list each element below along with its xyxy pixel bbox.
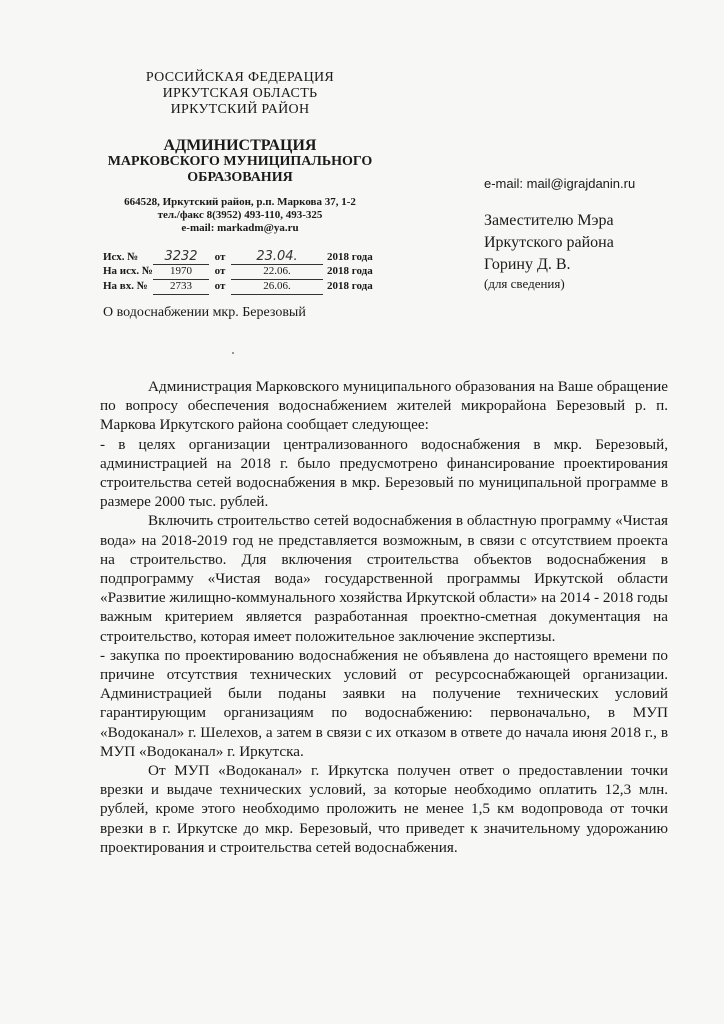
reply-year: 2018 года: [327, 265, 373, 277]
org-email: e-mail: markadm@ya.ru: [181, 222, 299, 234]
addressee-line-3: Горину Д. В.: [484, 256, 571, 273]
recipient-email: e-mail: mail@igrajdanin.ru: [484, 176, 636, 191]
reply-ref-label: На исх. №: [103, 265, 153, 277]
org-address: 664528, Иркутский район, р.п. Маркова 37, 1-2: [124, 196, 356, 208]
paragraph-5: От МУП «Водоканал» г. Иркутска получен ответ о предоставлении точки врезки и выдаче технических условий, за которые необходимо оплатить 12,3 млн. рублей, кроме этого необходимо проложить не менее 1,5 км водопровода от точки врезки в г. Иркутске до мкр. Березовый, что приведет к значительному удорожанию проектирования и строительства сетей водоснабжения.: [100, 762, 668, 856]
scan-speck: [232, 352, 234, 354]
incoming-ref-number: 2733: [153, 279, 209, 295]
incoming-from-word: от: [214, 280, 226, 292]
outgoing-ref-date: 23.04.: [231, 249, 323, 265]
addressee-line-1: Заместителю Мэра: [484, 212, 614, 229]
incoming-ref-row: [103, 279, 373, 294]
country-name: РОССИЙСКАЯ ФЕДЕРАЦИЯ: [145, 70, 335, 85]
outgoing-year: 2018 года: [327, 251, 373, 263]
org-line-2: МАРКОВСКОГО МУНИЦИПАЛЬНОГО: [107, 154, 373, 169]
paragraph-4: - закупка по проектированию водоснабжения не объявлена до настоящего времени по причине отсутствия технических условий от ресурсоснабжающей организации. Администрацией были поданы заявки на получение технических условий гарантирующим организациям по водоснабжению: первоначально, в МУП «Водоканал» г. Шелехов, а затем в связи с их отказом в ответе до начала июня 2018 г., в МУП «Водоканал» г. Иркутска.: [100, 646, 668, 760]
incoming-ref-label: На вх. №: [103, 280, 148, 292]
org-phone: тел./факс 8(3952) 493-110, 493-325: [157, 209, 323, 221]
paragraph-2: - в целях организации централизованного водоснабжения в мкр. Березовый, администрацией на 2018 г. было предусмотрено финансирование проектирования строительства сетей водоснабжения в мкр. Березовый по муниципальной программе в размере 2000 тыс. рублей.: [100, 435, 668, 511]
district-name: ИРКУТСКИЙ РАЙОН: [170, 102, 310, 117]
paragraph-3: Включить строительство сетей водоснабжения в областную программу «Чистая вода» на 2018-2019 год не представляется возможным, в связи с отсутствием проекта на строительство. Для включения строительства объектов водоснабжения в подпрограмму «Чистая вода» государственной программы Иркутской области «Развитие жилищно-коммунального хозяйства Иркутской области» на 2014 - 2018 годы важным критерием является разработанная проектно-сметная документация на строительство, которая имеет положительное заключение экспертизы.: [100, 512, 668, 645]
letterhead-country-block: [100, 70, 380, 118]
paragraph-1: Администрация Марковского муниципального образования на Ваше обращение по вопросу обеспечения водоснабжением жителей микрорайона Березовый р. п. Маркова Иркутского района сообщает следующее:: [100, 378, 668, 434]
reply-ref-row: [103, 264, 373, 279]
reply-from-word: от: [214, 265, 226, 277]
outgoing-ref-label: Исх. №: [103, 251, 139, 263]
letter-body: [100, 377, 668, 857]
outgoing-from-word: от: [214, 251, 226, 263]
reply-ref-number: 1970: [153, 264, 209, 280]
addressee-note: (для сведения): [484, 276, 565, 291]
addressee-line-2: Иркутского района: [484, 234, 614, 251]
reference-numbers: [103, 249, 373, 294]
reply-ref-date: 22.06.: [231, 264, 323, 280]
org-line-3: ОБРАЗОВАНИЯ: [187, 170, 293, 185]
organization-contact-block: [100, 196, 380, 235]
outgoing-ref-number: 3232: [153, 249, 209, 265]
incoming-year: 2018 года: [327, 280, 373, 292]
organization-name-block: [100, 138, 380, 186]
incoming-ref-date: 26.06.: [231, 279, 323, 295]
outgoing-ref-row: [103, 249, 373, 264]
region-name: ИРКУТСКАЯ ОБЛАСТЬ: [162, 86, 318, 101]
addressee-block: [484, 210, 614, 292]
letter-subject: О водоснабжении мкр. Березовый: [103, 305, 306, 320]
org-line-1: АДМИНИСТРАЦИЯ: [163, 137, 317, 154]
